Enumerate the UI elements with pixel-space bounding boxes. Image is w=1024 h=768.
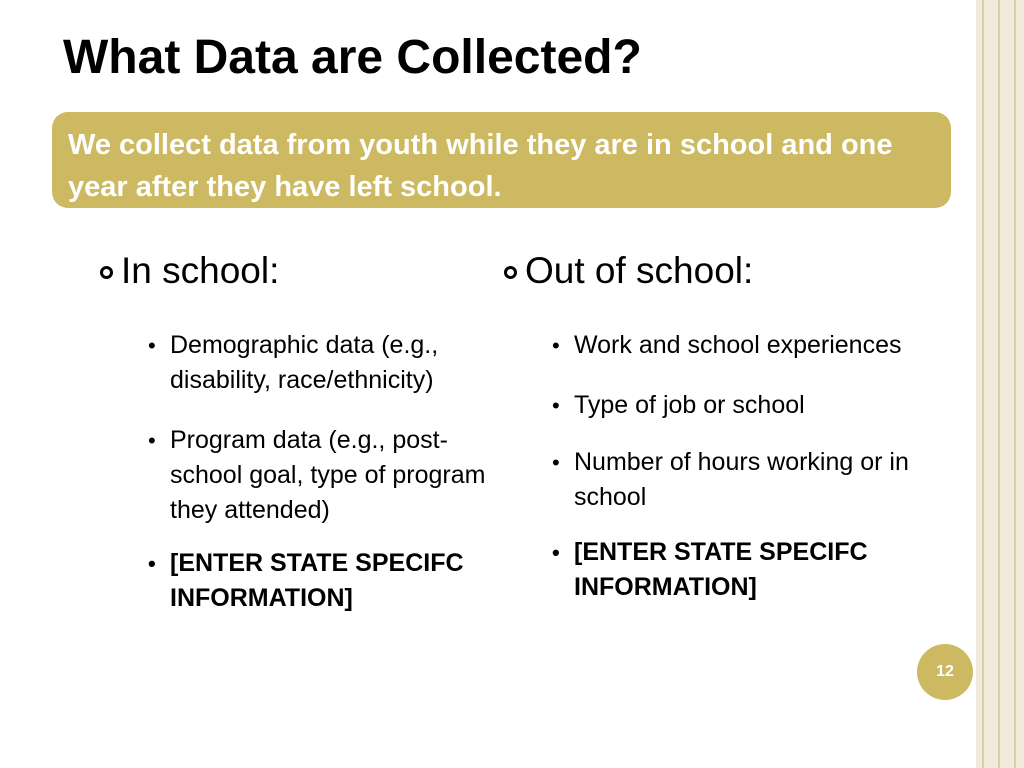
border-line [998,0,1000,768]
border-line [1014,0,1016,768]
list-item: • Type of job or school [542,388,914,423]
list-item: • [ENTER STATE SPECIFC INFORMATION] [542,535,914,605]
list-item: • Program data (e.g., post-school goal, type of program they attended) [138,423,510,528]
out-of-school-column [504,248,914,605]
page-number-badge: 12 [917,644,973,700]
list-item: • Number of hours working or in school [542,445,914,515]
in-school-list [138,328,510,616]
summary-banner: We collect data from youth while they are in school and one year after they have left school. [52,112,951,208]
slide-title: What Data are Collected? [63,31,642,84]
circle-bullet-icon [100,266,113,279]
list-item: • Work and school experiences [542,328,914,363]
circle-bullet-icon [504,266,517,279]
border-line [982,0,984,768]
heading-label: Out of school: [525,250,754,291]
list-item: • [ENTER STATE SPECIFC INFORMATION] [138,546,510,616]
out-of-school-list [542,328,914,605]
in-school-column [100,248,510,616]
slide-border [976,0,1024,768]
out-of-school-heading [504,248,914,294]
in-school-heading [100,248,510,294]
heading-label: In school: [121,250,280,291]
list-item: • Demographic data (e.g., disability, race/ethnicity) [138,328,510,398]
